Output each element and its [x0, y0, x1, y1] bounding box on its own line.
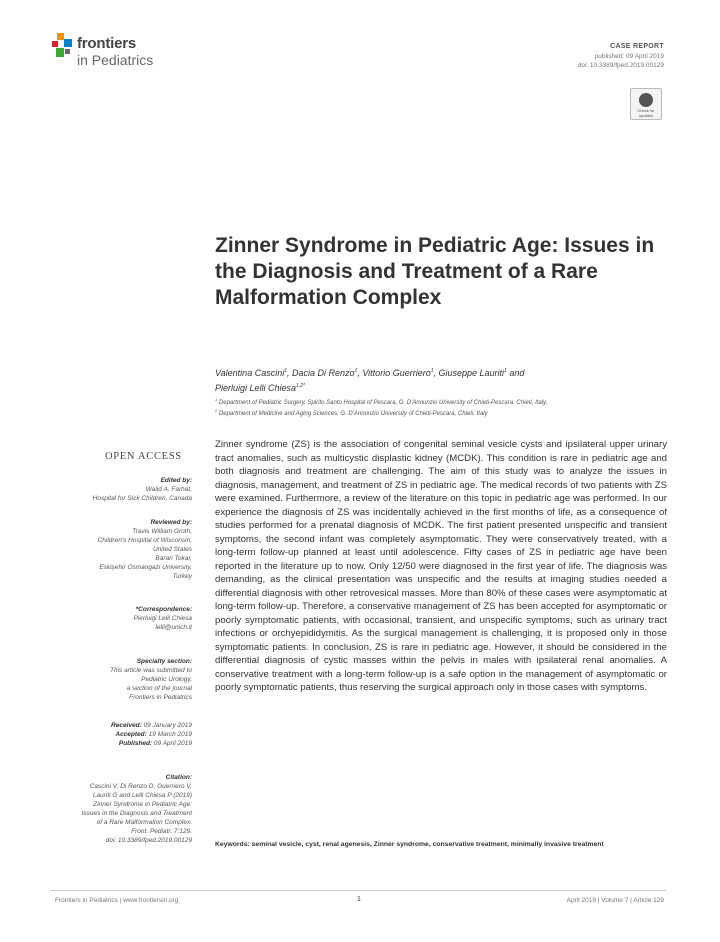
affiliation: $^1$ Department of Pediatric Surgery, Spirito Santo Hospital of Pescara, G. D'Annunzio University of Chieti-Pescara, Chieti, Italy,	[215, 397, 548, 406]
reviewed-by-label: Reviewed by:	[150, 519, 192, 526]
specialty-label: Specialty section:	[136, 658, 192, 665]
reviewer-line: Eskişehir Osmangazi University,	[99, 564, 192, 571]
keywords: Keywords: seminal vesicle, cyst, renal agenesis, Zinner syndrome, conservative treatment, minimally invasive treatment	[215, 841, 604, 848]
author[interactable]: Vittorio Guerriero$^1$	[362, 368, 434, 378]
article-type: CASE REPORT	[610, 43, 664, 50]
citation-doi[interactable]: doi: 10.3389/fped.2019.00129	[105, 837, 192, 844]
citation-label: Citation:	[165, 774, 192, 781]
correspondent-email[interactable]: lelli@unich.it	[155, 624, 192, 631]
header-doi[interactable]: doi: 10.3389/fped.2019.00129	[577, 62, 664, 69]
author-list: Valentina Cascini$^1$, Dacia Di Renzo$^1$, Vittorio Guerriero$^1$, Giuseppe Lauriti$^1$ and Pierluigi Lelli Chiesa$^{1,2*}$	[215, 368, 525, 393]
specialty-section	[50, 657, 192, 702]
citation-line: Issues in the Diagnosis and Treatment	[81, 810, 192, 817]
citation-line: Zinner Syndrome in Pediatric Age:	[93, 801, 192, 808]
correspondent-name: Pierluigi Lelli Chiesa	[133, 615, 192, 622]
edited-by-section	[50, 476, 192, 503]
reviewer-line: United States	[152, 546, 192, 553]
author[interactable]: Dacia Di Renzo$^1$	[292, 368, 358, 378]
footer-journal-link[interactable]: Frontiers in Pediatrics | www.frontiersin.org	[55, 897, 179, 904]
published-date: published: 09 April 2019	[594, 53, 664, 60]
open-access-label: OPEN ACCESS	[105, 451, 182, 462]
specialty-line: This article was submitted to	[109, 667, 192, 674]
affiliation: $^2$ Department of Medicine and Aging Sciences, G. D'Annunzio University of Chieti-Pescara, Chieti, Italy	[215, 408, 488, 417]
specialty-line: Pediatric Urology,	[141, 676, 192, 683]
crossmark-badge[interactable]	[630, 88, 662, 120]
footer-issue-info: April 2019 | Volume 7 | Article 129	[566, 897, 664, 904]
reviewer-line: Baran Tokar,	[155, 555, 192, 562]
article-info-sidebar	[50, 476, 192, 876]
citation-line: of a Rare Malformation Complex.	[96, 819, 192, 826]
page-number: 1	[357, 896, 361, 903]
editor-name: Walid A. Farhat,	[145, 486, 192, 493]
article-title: Zinner Syndrome in Pediatric Age: Issues in the Diagnosis and Treatment of a Rare Malformation Complex	[215, 234, 655, 309]
specialty-line: a section of the journal	[126, 685, 192, 692]
citation-section	[50, 773, 192, 845]
citation-line: Cascini V, Di Renzo D, Guerriero V,	[89, 783, 192, 790]
logo-word-journal: in Pediatrics	[77, 52, 154, 68]
author[interactable]: Valentina Cascini$^1$	[215, 368, 287, 378]
correspondence-label: *Correspondence:	[135, 606, 192, 613]
crossmark-label: Check for updates	[637, 108, 655, 118]
reviewed-by-section	[50, 518, 192, 581]
abstract-text: Zinner syndrome (ZS) is the association of congenital seminal vesicle cysts and ipsilateral upper urinary tract anomalies, such as multicystic displastic kidney (MCDK). This condition is rare in pediatric age and both diagnosis and treatment are challenging. The aim of this study was to analyze the issues in diagnosis, management, and treatment of ZS in pediatric age. The medical records of two patients with ZS were examined. Furthermore, a review of the literature on this topic in pediatric age was performed. In our experience the diagnosis of ZS was incidentally achieved in the first months of life, as a consequence of studies performed for a prenatal diagnosis of MCDK. The first patient presented unspecific and transient symptoms, the second infant was completely asymptomatic. They were conservatively treated, with a long-term follow-up planned at least until adolescence. Fifty cases of ZS in pediatric age have been reported in the literature up to now. Only 12/50 were diagnosed in the first year of life. The diagnosis was demanding, as the clinical presentation was unspecific and the results at imaging studies needed a differential diagnosis with other retrovesical masses. More than 80% of these cases were asymptomatic at long-term follow-up. Therefore, a conservative management of ZS has been accepted for asymptomatic or poorly symptomatic patients, with occasional, transient, and unspecific symptoms, such as urinary tract infections or orchyepididymitis. As the surgical management is challenging, it is proposed only in those symptomatic patients. In conclusion, ZS is rare in pediatric age. However, it should be considered in the differential diagnosis of cystic masses within the pelvis in males with ipsilateral renal anomalies. A conservative treatment with a long-term follow-up is a safe option in the management of asymptomatic or poorly symptomatic patients, thus reserving the surgical approach only in those cases with symptoms.	[215, 439, 667, 693]
editor-affiliation: Hospital for Sick Children, Canada	[92, 495, 192, 502]
author[interactable]: Giuseppe Lauriti$^1$	[438, 368, 507, 378]
published-date-sidebar: Published: 09 April 2019	[118, 740, 192, 747]
accepted-date: Accepted: 19 March 2019	[115, 731, 192, 738]
logo-word-frontiers: frontiers	[77, 35, 137, 52]
journal-logo[interactable]	[52, 33, 182, 73]
specialty-line: Frontiers in Pediatrics	[129, 694, 192, 701]
citation-line: Front. Pediatr. 7:129.	[131, 828, 192, 835]
edited-by-label: Edited by:	[160, 477, 192, 484]
frontiers-logo-icon	[52, 33, 74, 59]
reviewer-line: Children's Hospital of Wisconsin,	[97, 537, 192, 544]
reviewer-line: Turkey	[172, 573, 192, 580]
dates-section	[50, 721, 192, 748]
author[interactable]: Pierluigi Lelli Chiesa$^{1,2*}$	[215, 383, 305, 393]
reviewer-line: Travis William Groth,	[132, 528, 192, 535]
received-date: Received: 09 January 2019	[111, 722, 192, 729]
citation-line: Lauriti G and Lelli Chiesa P (2019)	[92, 792, 192, 799]
crossmark-icon	[639, 93, 653, 107]
correspondence-section	[50, 605, 192, 632]
footer-divider	[50, 890, 666, 891]
